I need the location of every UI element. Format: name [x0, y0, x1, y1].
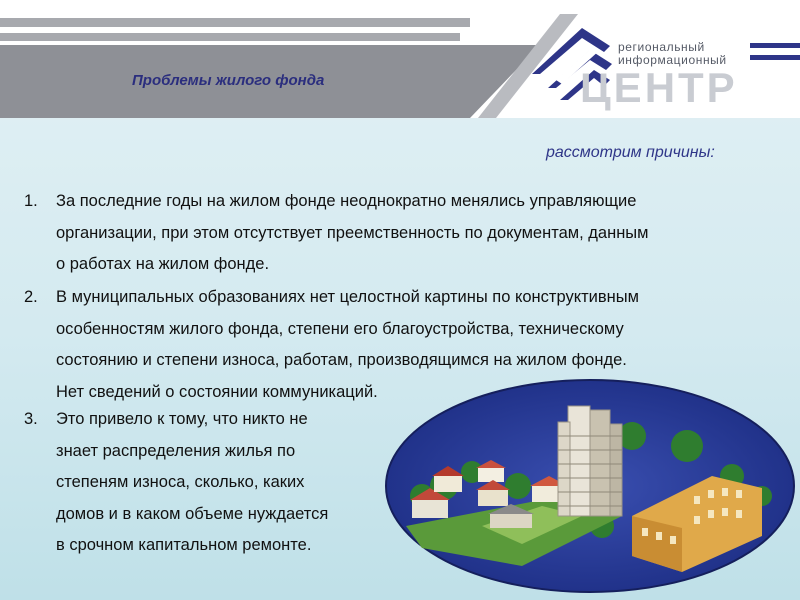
list-line: В муниципальных образованиях нет целостной картины по конструктивным: [56, 288, 639, 306]
subtitle: рассмотрим причины:: [546, 144, 715, 161]
list-line: Нет сведений о состоянии коммуникаций.: [56, 382, 378, 401]
logo-word: ЦЕНТР: [580, 64, 738, 111]
list-line: в срочном капитальном ремонте.: [56, 536, 312, 554]
list-line: степеням износа, сколько, каких: [56, 473, 305, 491]
logo-line-1: региональный: [618, 40, 705, 54]
list-number: 2.: [24, 288, 38, 306]
logo-line-2: информационный: [618, 53, 727, 67]
list-line: За последние годы на жилом фонде неоднократно менялись управляющие: [56, 192, 637, 210]
list-number: 1.: [24, 192, 38, 210]
header: [0, 0, 800, 118]
list-line: Это привело к тому, что никто не: [56, 410, 308, 428]
list-line: состоянию и степени износа, работам, производящимся на жилом фонде.: [56, 351, 627, 369]
list-number: 3.: [24, 410, 38, 428]
city-illustration: [382, 376, 796, 596]
page-title: Проблемы жилого фонда: [132, 72, 325, 89]
logo-bar: [750, 55, 800, 60]
header-stripe: [0, 33, 460, 41]
list-line: особенностям жилого фонда, степени его благоустройства, техническому: [56, 319, 624, 338]
list-line: организации, при этом отсутствует преемственность по документам, данным: [56, 223, 649, 242]
list-line: домов и в каком объеме нуждается: [56, 504, 329, 523]
list-line: о работах на жилом фонде.: [56, 255, 270, 273]
header-stripe: [0, 18, 470, 27]
list-line: знает распределения жилья по: [56, 441, 296, 460]
logo-bar: [750, 43, 800, 48]
